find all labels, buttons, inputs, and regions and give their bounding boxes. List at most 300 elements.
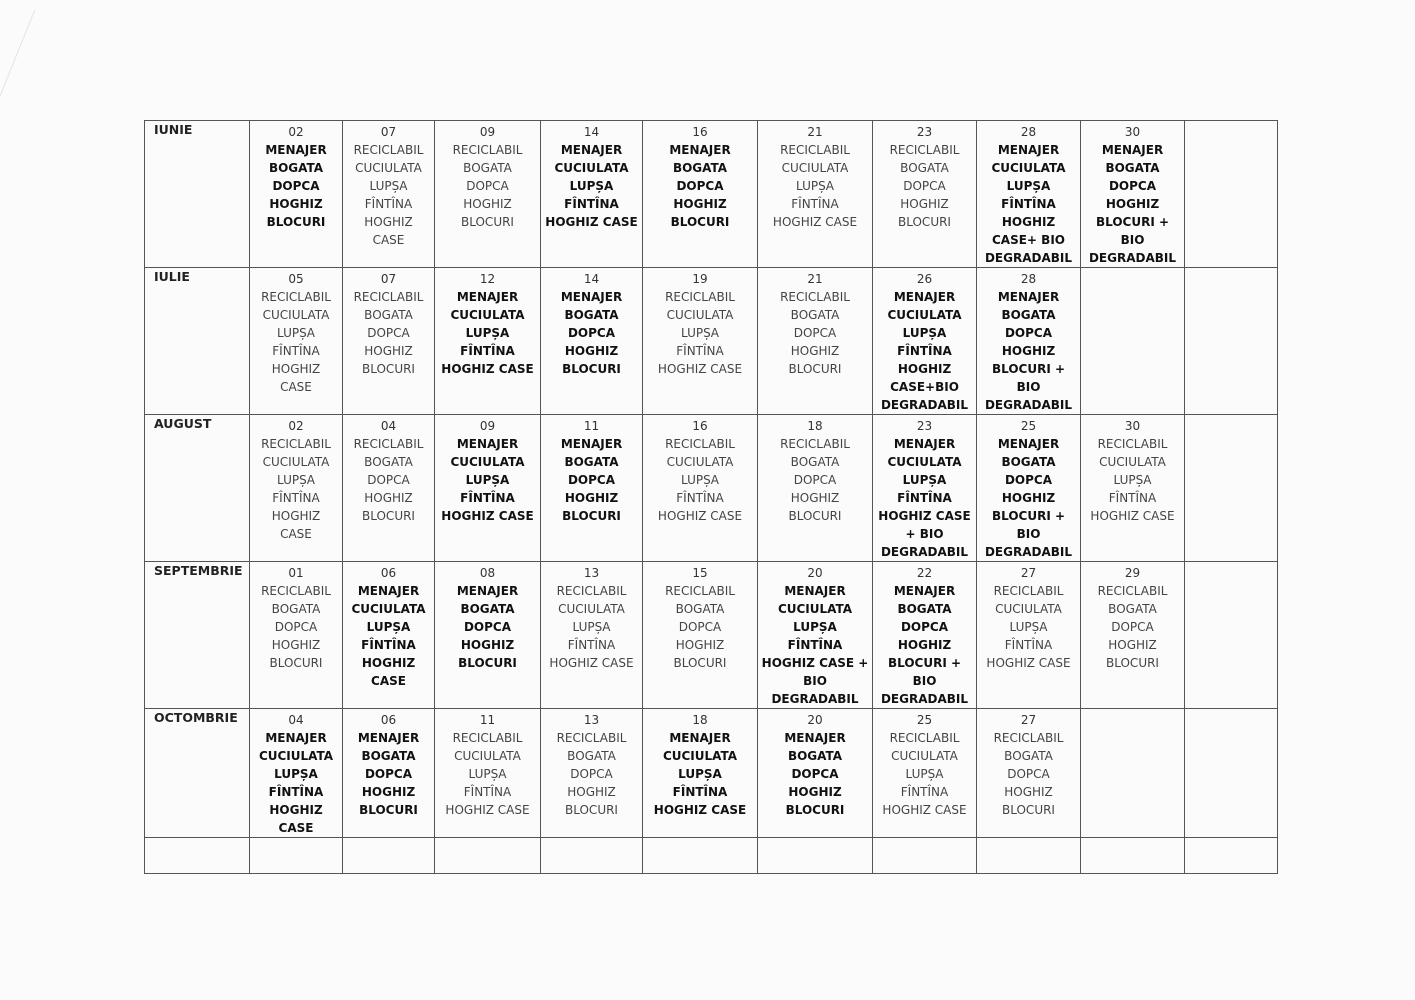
collection-line: FÎNTÎNA xyxy=(791,197,839,211)
collection-cell xyxy=(643,709,758,838)
collection-day: 25 xyxy=(916,713,933,727)
collection-line: HOGHIZ CASE xyxy=(545,215,638,229)
collection-cell xyxy=(758,415,873,562)
collection-line: CUCIULATA xyxy=(662,749,738,763)
collection-line: MENAJER xyxy=(456,584,519,598)
collection-cell xyxy=(643,415,758,562)
collection-day: 21 xyxy=(807,272,823,286)
collection-line: LUPȘA xyxy=(572,620,611,634)
collection-line: BOGATA xyxy=(672,161,728,175)
collection-line: MENAJER xyxy=(997,290,1060,304)
collection-line: BOGATA xyxy=(463,161,512,175)
collection-line: LUPȘA xyxy=(274,767,318,781)
collection-day: 16 xyxy=(692,125,708,139)
collection-cell xyxy=(1081,562,1185,709)
month-row xyxy=(145,121,1278,268)
collection-line: BOGATA xyxy=(1001,308,1056,322)
collection-cell xyxy=(977,415,1081,562)
collection-line: HOGHIZ xyxy=(271,362,321,376)
collection-line: RECICLABIL xyxy=(353,143,424,157)
empty-cell xyxy=(250,838,343,874)
collection-cell xyxy=(758,562,873,709)
collection-line: DEGRADABIL xyxy=(984,398,1073,412)
collection-line: DOPCA xyxy=(793,473,837,487)
collection-line: HOGHIZ CASE xyxy=(441,509,534,523)
collection-line: BOGATA xyxy=(364,308,413,322)
collection-line: RECICLABIL xyxy=(1097,437,1168,451)
collection-line: HOGHIZ xyxy=(897,638,952,652)
collection-line: DEGRADABIL xyxy=(984,251,1073,265)
collection-cell xyxy=(250,268,343,415)
empty-cell xyxy=(977,838,1081,874)
collection-line: BLOCURI xyxy=(565,803,618,817)
collection-line: FÎNTÎNA xyxy=(1108,491,1157,505)
month-row xyxy=(145,838,1278,874)
collection-day: 15 xyxy=(692,566,708,580)
collection-line: LUPȘA xyxy=(905,767,944,781)
collection-line: FÎNTÎNA xyxy=(361,638,416,652)
collection-line: HOGHIZ xyxy=(361,656,416,670)
collection-line: DOPCA xyxy=(1004,473,1053,487)
collection-cell xyxy=(343,121,435,268)
collection-line: FÎNTÎNA xyxy=(1004,638,1053,652)
collection-day: 22 xyxy=(916,566,933,580)
empty-cell xyxy=(1185,709,1278,838)
collection-line: HOGHIZ xyxy=(1004,785,1053,799)
collection-line: RECICLABIL xyxy=(452,731,523,745)
collection-line: DOPCA xyxy=(793,326,837,340)
collection-line: HOGHIZ xyxy=(269,197,323,211)
collection-line: CUCIULATA xyxy=(351,602,426,616)
collection-line: DOPCA xyxy=(791,767,839,781)
collection-line: FÎNTÎNA xyxy=(567,638,616,652)
collection-line: DEGRADABIL xyxy=(984,545,1073,559)
collection-line: HOGHIZ CASE + xyxy=(761,656,869,670)
collection-cell xyxy=(343,709,435,838)
collection-line: HOGHIZ xyxy=(460,638,515,652)
collection-cell xyxy=(435,268,541,415)
collection-line: CUCIULATA xyxy=(666,455,734,469)
collection-line: DOPCA xyxy=(678,620,722,634)
collection-line: HOGHIZ xyxy=(271,509,321,523)
month-row xyxy=(145,709,1278,838)
collection-day: 02 xyxy=(288,419,304,433)
collection-line: HOGHIZ CASE xyxy=(772,215,858,229)
collection-cell xyxy=(873,709,977,838)
collection-line: BLOCURI xyxy=(670,215,730,229)
collection-day: 04 xyxy=(380,419,397,433)
collection-line: HOGHIZ CASE xyxy=(653,803,747,817)
collection-day: 14 xyxy=(583,125,600,139)
collection-line: FÎNTÎNA xyxy=(897,491,952,505)
collection-line: RECICLABIL xyxy=(780,143,850,157)
collection-line: DOPCA xyxy=(676,179,724,193)
collection-line: HOGHIZ CASE xyxy=(445,803,530,817)
collection-line: LUPȘA xyxy=(678,767,722,781)
collection-line: CUCIULATA xyxy=(887,455,962,469)
collection-line: MENAJER xyxy=(357,584,420,598)
collection-line: HOGHIZ CASE xyxy=(657,509,743,523)
collection-line: BOGATA xyxy=(460,602,515,616)
collection-line: DOPCA xyxy=(567,473,616,487)
collection-line: BLOCURI xyxy=(1002,803,1055,817)
collection-line: MENAJER xyxy=(456,290,519,304)
collection-line: DOPCA xyxy=(367,473,410,487)
collection-line: BOGATA xyxy=(364,455,413,469)
collection-line: RECICLABIL xyxy=(993,584,1064,598)
collection-line: MENAJER xyxy=(669,731,731,745)
collection-line: MENAJER xyxy=(997,437,1060,451)
collection-line: LUPȘA xyxy=(1009,620,1048,634)
collection-line: CUCIULATA xyxy=(262,308,330,322)
collection-line: MENAJER xyxy=(560,437,623,451)
collection-line: DEGRADABIL xyxy=(880,692,969,706)
collection-cell xyxy=(758,121,873,268)
collection-line: BLOCURI xyxy=(788,509,842,523)
collection-schedule-table xyxy=(144,120,1278,874)
collection-line: CASE+BIO xyxy=(890,380,959,394)
collection-line: DOPCA xyxy=(900,620,949,634)
collection-line: DOPCA xyxy=(272,179,320,193)
collection-day: 26 xyxy=(916,272,933,286)
collection-cell xyxy=(250,709,343,838)
collection-cell xyxy=(643,121,758,268)
collection-line: BLOCURI xyxy=(673,656,727,670)
collection-cell xyxy=(541,709,643,838)
collection-day: 11 xyxy=(583,419,600,433)
collection-day: 14 xyxy=(583,272,600,286)
collection-line: MENAJER xyxy=(784,584,846,598)
collection-line: BLOCURI + xyxy=(991,362,1066,376)
empty-cell xyxy=(1081,268,1185,415)
collection-day: 23 xyxy=(916,125,933,139)
collection-line: LUPȘA xyxy=(465,473,510,487)
month-label: OCTOMBRIE xyxy=(145,709,250,838)
collection-line: BLOCURI xyxy=(461,215,514,229)
month-row xyxy=(145,562,1278,709)
collection-line: BOGATA xyxy=(361,749,416,763)
month-label: IUNIE xyxy=(145,121,250,268)
collection-line: CUCIULATA xyxy=(454,749,521,763)
collection-line: CASE xyxy=(372,233,405,247)
empty-cell xyxy=(1185,415,1278,562)
month-label: IULIE xyxy=(145,268,250,415)
collection-day: 20 xyxy=(807,713,823,727)
collection-line: LUPȘA xyxy=(277,473,315,487)
empty-cell xyxy=(643,838,758,874)
collection-line: HOGHIZ xyxy=(1001,215,1056,229)
collection-line: FÎNTÎNA xyxy=(1001,197,1056,211)
collection-line: CUCIULATA xyxy=(258,749,334,763)
collection-cell xyxy=(1081,121,1185,268)
collection-cell xyxy=(250,121,343,268)
collection-line: DOPCA xyxy=(567,326,616,340)
collection-cell xyxy=(541,415,643,562)
collection-day: 27 xyxy=(1020,713,1037,727)
collection-cell xyxy=(541,562,643,709)
empty-cell xyxy=(758,838,873,874)
collection-line: CUCIULATA xyxy=(1099,455,1166,469)
empty-cell xyxy=(1185,562,1278,709)
collection-line: HOGHIZ xyxy=(567,785,616,799)
collection-line: BOGATA xyxy=(897,602,952,616)
collection-cell xyxy=(643,268,758,415)
collection-cell xyxy=(541,268,643,415)
collection-line: CUCIULATA xyxy=(355,161,422,175)
collection-line: LUPȘA xyxy=(277,326,315,340)
collection-line: LUPȘA xyxy=(902,473,947,487)
collection-line: CASE xyxy=(280,380,312,394)
collection-line: DOPCA xyxy=(463,620,512,634)
collection-line: BLOCURI xyxy=(359,803,418,817)
collection-line: RECICLABIL xyxy=(556,731,627,745)
month-label: AUGUST xyxy=(145,415,250,562)
collection-line: CUCIULATA xyxy=(262,455,330,469)
collection-line: MENAJER xyxy=(456,437,519,451)
collection-line: HOGHIZ xyxy=(364,344,413,358)
collection-line: HOGHIZ CASE xyxy=(549,656,634,670)
collection-line: BLOCURI + xyxy=(887,656,962,670)
collection-cell xyxy=(541,121,643,268)
collection-line: LUPȘA xyxy=(569,179,614,193)
collection-cell xyxy=(343,415,435,562)
collection-line: HOGHIZ CASE xyxy=(441,362,534,376)
collection-line: FÎNTÎNA xyxy=(364,197,413,211)
collection-line: DOPCA xyxy=(466,179,509,193)
collection-cell xyxy=(977,121,1081,268)
collection-line: HOGHIZ xyxy=(900,197,949,211)
collection-line: BOGATA xyxy=(567,749,616,763)
collection-cell xyxy=(873,415,977,562)
collection-day: 02 xyxy=(288,125,304,139)
collection-line: BIO xyxy=(1016,380,1041,394)
collection-cell xyxy=(250,562,343,709)
collection-line: FÎNTÎNA xyxy=(460,344,515,358)
collection-line: MENAJER xyxy=(997,143,1060,157)
collection-line: LUPȘA xyxy=(1006,179,1051,193)
collection-line: RECICLABIL xyxy=(452,143,523,157)
collection-line: FÎNTÎNA xyxy=(564,197,619,211)
collection-line: HOGHIZ xyxy=(361,785,416,799)
collection-line: FÎNTÎNA xyxy=(672,785,728,799)
collection-line: RECICLABIL xyxy=(261,290,331,304)
collection-line: CUCIULATA xyxy=(450,455,525,469)
collection-line: BLOCURI xyxy=(562,509,621,523)
empty-cell xyxy=(1185,268,1278,415)
collection-line: HOGHIZ CASE xyxy=(878,509,971,523)
empty-cell xyxy=(541,838,643,874)
collection-line: BOGATA xyxy=(564,308,619,322)
collection-cell xyxy=(343,562,435,709)
collection-day: 21 xyxy=(807,125,823,139)
collection-line: CUCIULATA xyxy=(777,602,853,616)
collection-line: RECICLABIL xyxy=(261,584,331,598)
collection-day: 28 xyxy=(1020,125,1037,139)
collection-line: LUPȘA xyxy=(796,179,834,193)
collection-day: 09 xyxy=(479,419,496,433)
collection-line: DEGRADABIL xyxy=(880,545,969,559)
collection-day: 30 xyxy=(1124,125,1141,139)
collection-day: 07 xyxy=(380,272,397,286)
collection-line: HOGHIZ xyxy=(364,491,413,505)
collection-line: HOGHIZ xyxy=(564,491,619,505)
collection-line: CASE xyxy=(278,821,314,835)
month-label xyxy=(145,838,250,874)
collection-line: RECICLABIL xyxy=(353,290,424,304)
collection-day: 28 xyxy=(1020,272,1037,286)
collection-line: DOPCA xyxy=(1007,767,1050,781)
collection-cell xyxy=(435,121,541,268)
collection-line: LUPȘA xyxy=(681,326,719,340)
collection-line: BOGATA xyxy=(787,749,843,763)
collection-line: BLOCURI + xyxy=(991,509,1066,523)
collection-line: BOGATA xyxy=(271,602,321,616)
empty-cell xyxy=(1081,709,1185,838)
collection-line: HOGHIZ CASE xyxy=(882,803,967,817)
collection-line: LUPȘA xyxy=(465,326,510,340)
collection-line: RECICLABIL xyxy=(889,731,960,745)
collection-line: BOGATA xyxy=(900,161,949,175)
collection-line: MENAJER xyxy=(1101,143,1164,157)
empty-cell xyxy=(1081,838,1185,874)
collection-line: BOGATA xyxy=(790,308,840,322)
collection-line: HOGHIZ xyxy=(897,362,952,376)
month-row xyxy=(145,268,1278,415)
collection-line: HOGHIZ xyxy=(1001,344,1056,358)
collection-line: MENAJER xyxy=(560,290,623,304)
schedule-body xyxy=(145,121,1278,874)
collection-line: HOGHIZ xyxy=(790,344,840,358)
collection-line: DEGRADABIL xyxy=(1088,251,1177,265)
collection-cell xyxy=(435,415,541,562)
collection-cell xyxy=(643,562,758,709)
collection-line: MENAJER xyxy=(893,584,956,598)
collection-line: BLOCURI xyxy=(362,509,415,523)
collection-line: MENAJER xyxy=(265,143,327,157)
collection-line: BOGATA xyxy=(564,455,619,469)
collection-line: LUPȘA xyxy=(1113,473,1152,487)
collection-day: 07 xyxy=(380,125,397,139)
collection-line: RECICLABIL xyxy=(889,143,960,157)
collection-day: 06 xyxy=(380,713,397,727)
collection-cell xyxy=(250,415,343,562)
collection-line: BOGATA xyxy=(268,161,324,175)
collection-line: DEGRADABIL xyxy=(880,398,969,412)
collection-line: MENAJER xyxy=(560,143,623,157)
empty-cell xyxy=(343,838,435,874)
scan-edge-mark xyxy=(0,10,95,140)
collection-line: CUCIULATA xyxy=(666,308,734,322)
collection-day: 23 xyxy=(916,419,933,433)
collection-line: HOGHIZ xyxy=(790,491,840,505)
collection-line: MENAJER xyxy=(669,143,731,157)
collection-line: RECICLABIL xyxy=(556,584,627,598)
collection-day: 09 xyxy=(479,125,496,139)
collection-line: BOGATA xyxy=(675,602,725,616)
collection-line: CASE xyxy=(280,527,312,541)
collection-line: BOGATA xyxy=(1001,455,1056,469)
collection-line: HOGHIZ xyxy=(271,638,321,652)
collection-cell xyxy=(343,268,435,415)
collection-day: 01 xyxy=(288,566,304,580)
collection-line: BIO xyxy=(1120,233,1145,247)
collection-line: BOGATA xyxy=(1004,749,1053,763)
collection-line: CUCIULATA xyxy=(991,161,1066,175)
collection-line: FÎNTÎNA xyxy=(272,491,320,505)
collection-day: 18 xyxy=(692,713,708,727)
collection-line: CUCIULATA xyxy=(558,602,625,616)
collection-line: BIO xyxy=(803,674,827,688)
collection-line: + BIO xyxy=(905,527,944,541)
collection-line: BOGATA xyxy=(1105,161,1160,175)
collection-day: 27 xyxy=(1020,566,1037,580)
collection-line: DOPCA xyxy=(1108,179,1157,193)
collection-line: HOGHIZ xyxy=(1001,491,1056,505)
collection-day: 04 xyxy=(288,713,304,727)
empty-cell xyxy=(873,838,977,874)
collection-day: 29 xyxy=(1124,566,1141,580)
collection-cell xyxy=(977,709,1081,838)
collection-line: BOGATA xyxy=(1108,602,1157,616)
collection-line: MENAJER xyxy=(893,290,956,304)
collection-line: CUCIULATA xyxy=(995,602,1062,616)
collection-line: HOGHIZ xyxy=(463,197,512,211)
collection-line: DOPCA xyxy=(364,767,413,781)
collection-day: 16 xyxy=(692,419,708,433)
collection-day: 30 xyxy=(1124,419,1141,433)
collection-line: LUPȘA xyxy=(681,473,719,487)
collection-cell xyxy=(873,562,977,709)
collection-line: BLOCURI xyxy=(269,656,323,670)
collection-day: 20 xyxy=(807,566,823,580)
collection-day: 25 xyxy=(1020,419,1037,433)
collection-line: HOGHIZ xyxy=(269,803,323,817)
collection-cell xyxy=(1081,415,1185,562)
collection-line: MENAJER xyxy=(357,731,420,745)
collection-line: BIO xyxy=(1016,527,1041,541)
collection-line: RECICLABIL xyxy=(261,437,331,451)
empty-cell xyxy=(1185,838,1278,874)
collection-line: BLOCURI + xyxy=(1095,215,1170,229)
month-label: SEPTEMBRIE xyxy=(145,562,250,709)
collection-line: BLOCURI xyxy=(458,656,517,670)
collection-cell xyxy=(873,121,977,268)
collection-line: HOGHIZ CASE xyxy=(657,362,743,376)
collection-line: HOGHIZ xyxy=(564,344,619,358)
collection-line: MENAJER xyxy=(784,731,846,745)
collection-line: HOGHIZ xyxy=(675,638,725,652)
collection-line: FÎNTÎNA xyxy=(900,785,949,799)
collection-line: RECICLABIL xyxy=(353,437,424,451)
collection-line: CUCIULATA xyxy=(891,749,958,763)
collection-line: DOPCA xyxy=(274,620,318,634)
collection-line: CUCIULATA xyxy=(554,161,629,175)
collection-line: CASE xyxy=(371,674,406,688)
collection-line: FÎNTÎNA xyxy=(676,344,724,358)
collection-day: 11 xyxy=(479,713,496,727)
collection-line: CUCIULATA xyxy=(781,161,849,175)
collection-cell xyxy=(758,268,873,415)
collection-line: DOPCA xyxy=(903,179,946,193)
collection-cell xyxy=(435,709,541,838)
collection-line: FÎNTÎNA xyxy=(460,491,515,505)
collection-line: FÎNTÎNA xyxy=(897,344,952,358)
collection-line: BLOCURI xyxy=(266,215,326,229)
collection-line: CASE+ BIO xyxy=(992,233,1065,247)
collection-line: DOPCA xyxy=(570,767,613,781)
collection-line: FÎNTÎNA xyxy=(268,785,324,799)
collection-line: RECICLABIL xyxy=(993,731,1064,745)
